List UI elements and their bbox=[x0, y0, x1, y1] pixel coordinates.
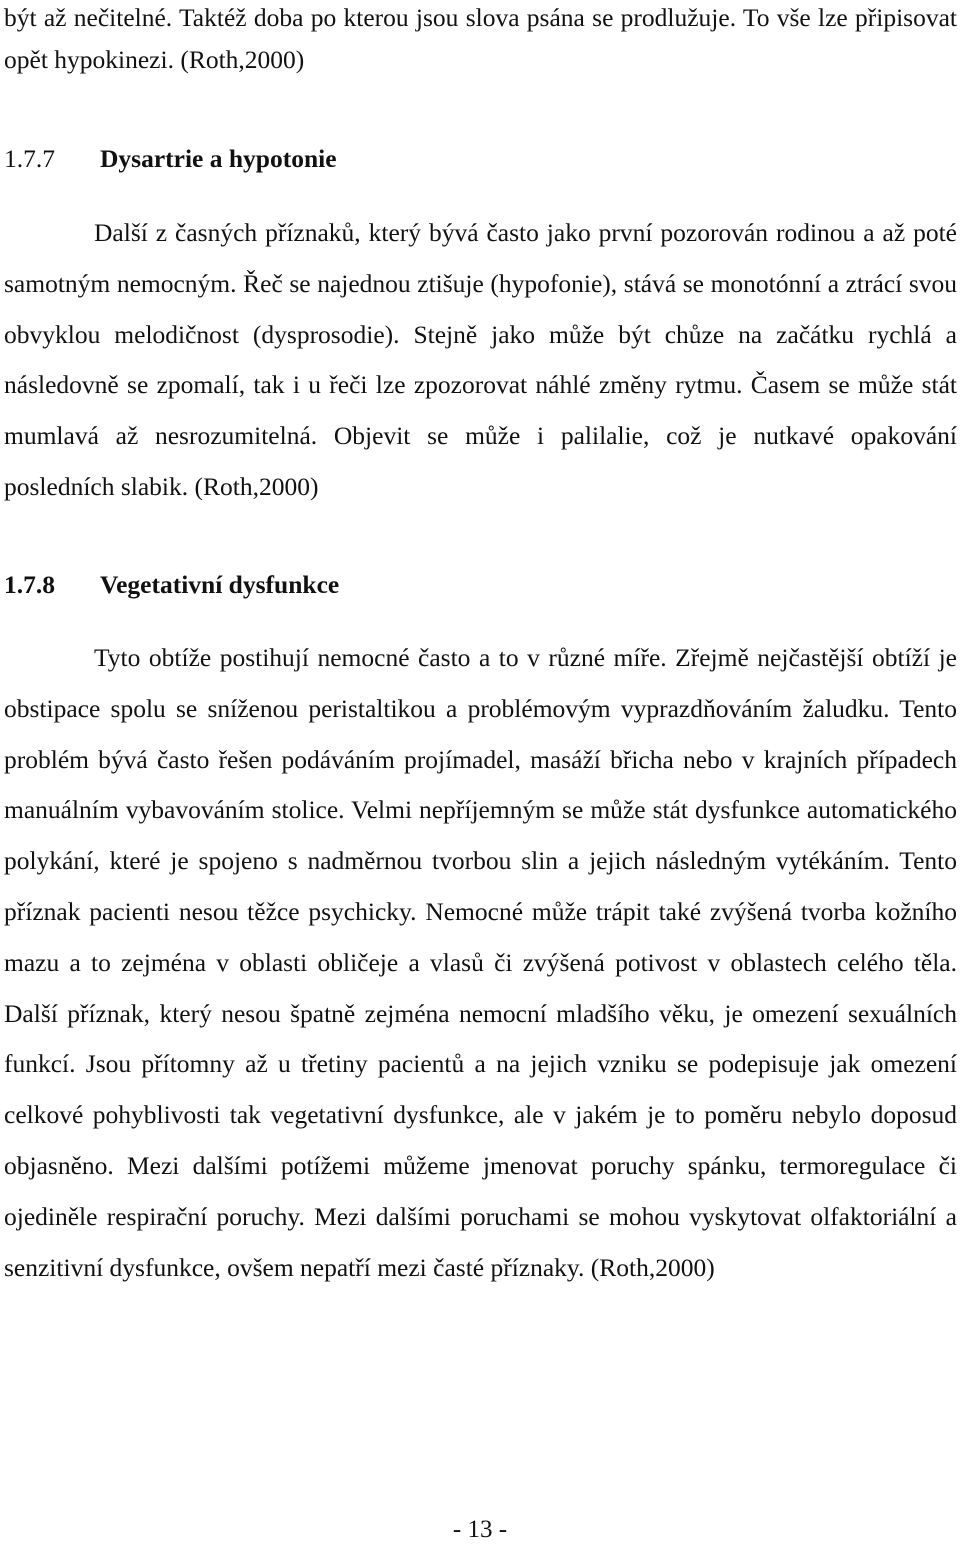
paragraph-dysartrie: Další z časných příznaků, který bývá často jako první pozorován rodinou a až poté samotným nemocným. Řeč se najednou ztišuje (hypofonie), stává se monotónní a ztrácí svou obvyklou melodičnost (dysprosodie). Stejně jako může být chůze na začátku rychlá a následovně se zpomalí, tak i u řeči lze zpozorovat náhlé změny rytmu. Časem se může stát mumlavá až nesrozumitelná. Objevit se může i palilalie, což je nutkavé opakování posledních slabik. (Roth,2000) bbox=[4, 218, 957, 501]
continuation-paragraph: být až nečitelné. Taktéž doba po kterou jsou slova psána se prodlužuje. To vše lze připisovat opět hypokinezi. (Roth,2000) bbox=[4, 3, 957, 74]
section-title: Dysartrie a hypotonie bbox=[100, 144, 337, 173]
paragraph-vegetativni: Tyto obtíže postihují nemocné často a to v různé míře. Zřejmě nejčastější obtíží je obstipace spolu se sníženou peristaltikou a problémovým vyprazdňováním žaludku. Tento problém bývá často řešen podáváním projímadel, masáží břicha nebo v krajních případech manuálním vybavováním stolice. Velmi nepříjemným se může stát dysfunkce automatického polykání, které je spojeno s nadměrnou tvorbou slin a jejich následným vytékáním. Tento příznak pacienti nesou těžce psychicky. Nemocné může trápit také zvýšená tvorba kožního mazu a to zejména v oblasti obličeje a vlasů či zvýšená potivost v oblastech celého těla. Další příznak, který nesou špatně zejména nemocní mladšího věku, je omezení sexuálních funkcí. Jsou přítomny až u třetiny pacientů a na jejich vzniku se podepisuje jak omezení celkové pohyblivosti tak vegetativní dysfunkce, ale v jakém je to poměru nebylo doposud objasněno. Mezi dalšími potížemi můžeme jmenovat poruchy spánku, termoregulace či ojediněle respirační poruchy. Mezi dalšími poruchami se mohou vyskytovat olfaktoriální a senzitivní dysfunkce, ovšem nepatří mezi časté příznaky. (Roth,2000) bbox=[4, 643, 957, 1282]
section-title: Vegetativní dysfunkce bbox=[100, 570, 340, 599]
section-number: 1.7.7 bbox=[4, 144, 55, 173]
section-number: 1.7.8 bbox=[4, 570, 55, 599]
page-number: - 13 - bbox=[452, 1516, 508, 1543]
section-heading-dysartrie bbox=[4, 144, 337, 174]
section-heading-vegetativni bbox=[4, 570, 339, 600]
